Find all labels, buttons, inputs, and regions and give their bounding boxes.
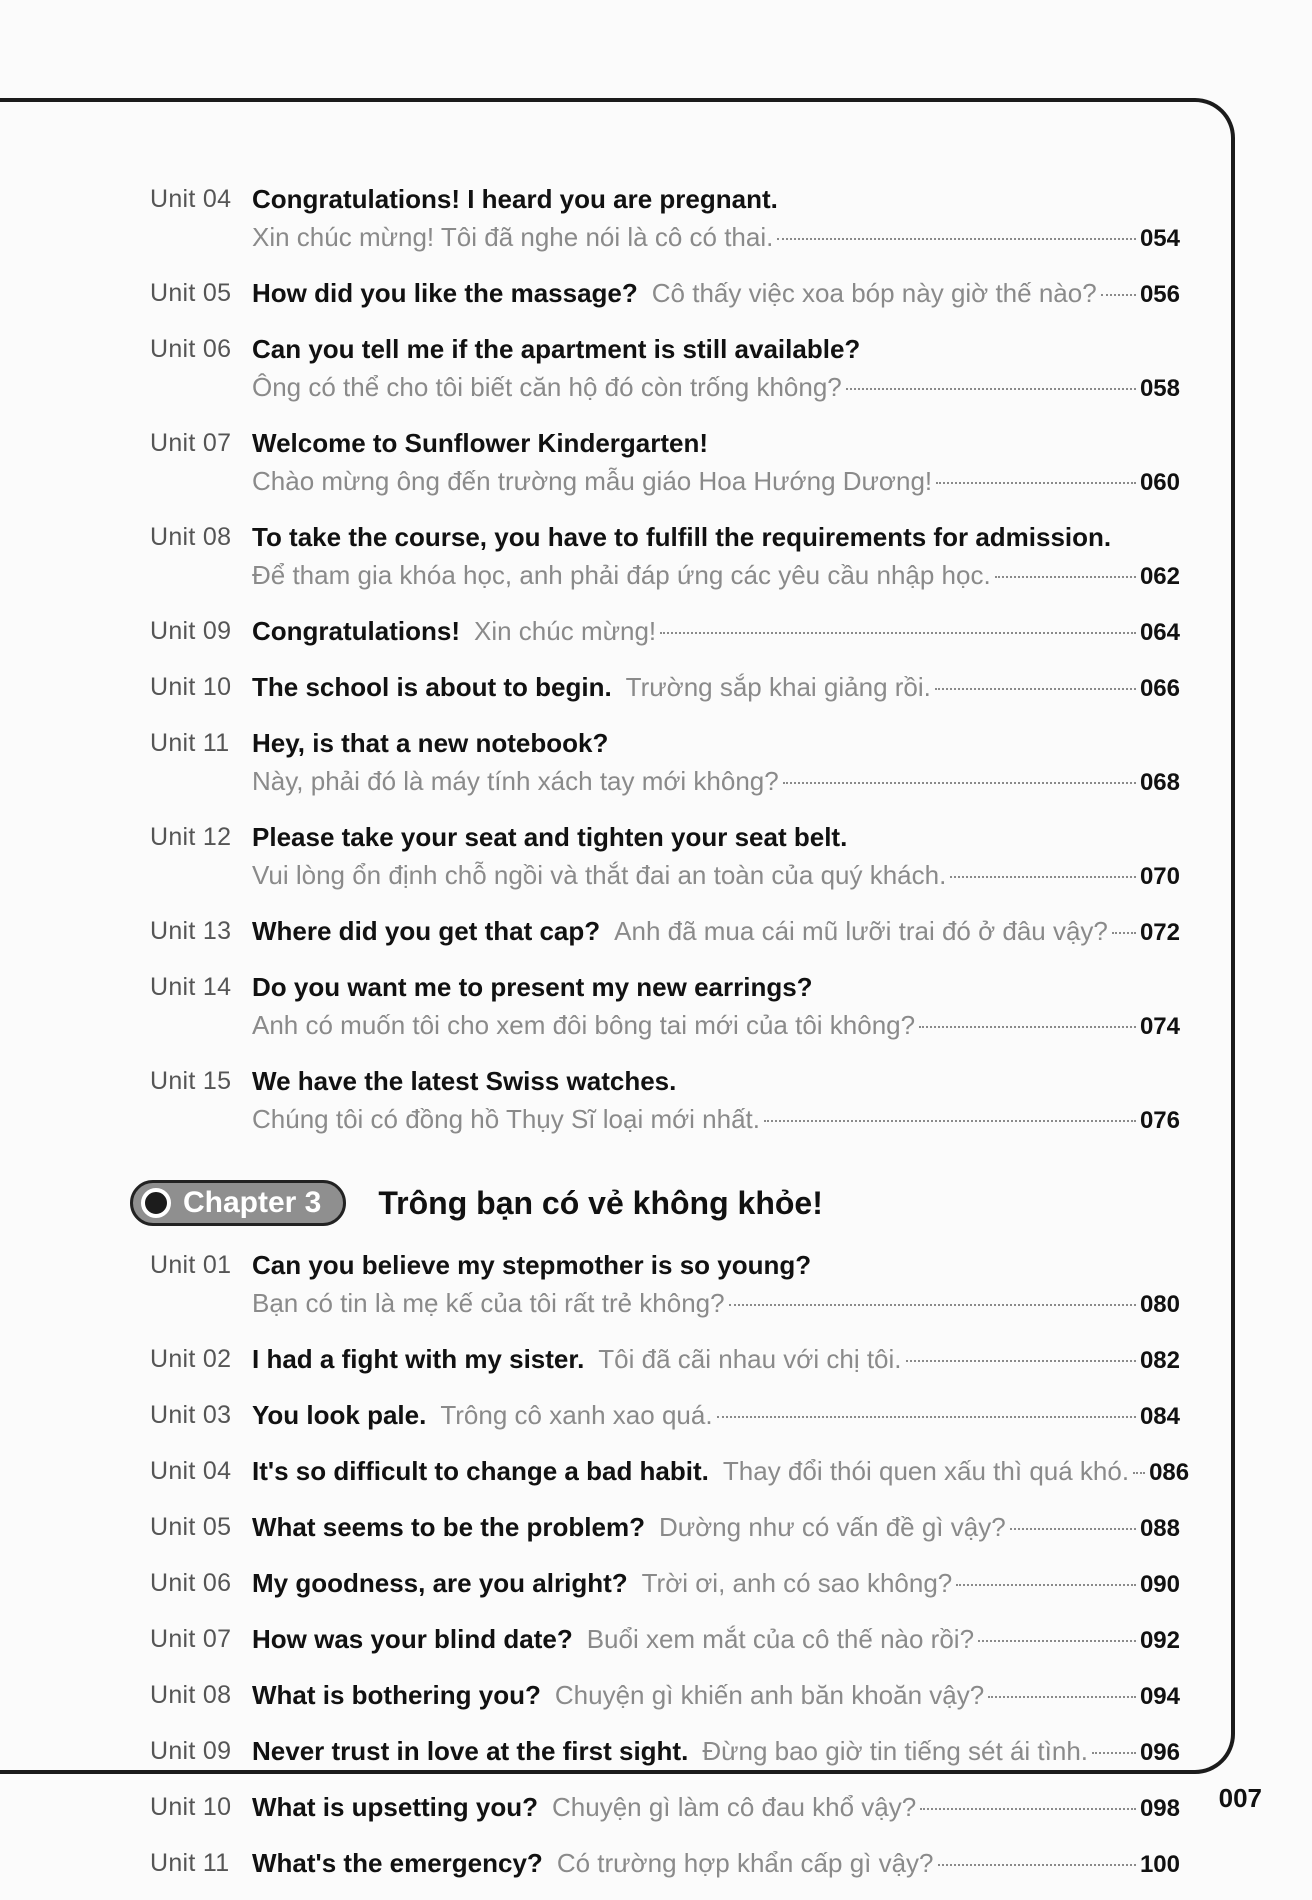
page-ref: 062 bbox=[1139, 563, 1180, 590]
leader-dots bbox=[906, 1360, 1136, 1362]
page-ref: 074 bbox=[1139, 1013, 1180, 1040]
vietnamese-title: Ông có thể cho tôi biết căn hộ đó còn trống không? bbox=[252, 372, 842, 402]
english-title: What is upsetting you? bbox=[252, 1792, 538, 1822]
vietnamese-title: Để tham gia khóa học, anh phải đáp ứng các yêu cầu nhập học. bbox=[252, 560, 991, 590]
vietnamese-title: Vui lòng ổn định chỗ ngồi và thắt đai an toàn của quý khách. bbox=[252, 860, 947, 890]
page-ref: 100 bbox=[1139, 1851, 1180, 1878]
vietnamese-title: Tôi đã cãi nhau với chị tôi. bbox=[598, 1344, 902, 1374]
leader-dots bbox=[1092, 1752, 1136, 1754]
chapter-title: Trông bạn có vẻ không khỏe! bbox=[378, 1184, 823, 1221]
page-ref: 098 bbox=[1139, 1795, 1180, 1822]
leader-dots bbox=[1112, 932, 1136, 934]
leader-dots bbox=[938, 1864, 1136, 1866]
vietnamese-title: Anh đã mua cái mũ lưỡi trai đó ở đâu vậy? bbox=[614, 916, 1108, 946]
unit-number: Unit 13 bbox=[150, 917, 232, 945]
toc-entry[interactable] bbox=[150, 330, 1180, 408]
page-ref: 092 bbox=[1139, 1627, 1180, 1654]
unit-number: Unit 11 bbox=[150, 729, 230, 757]
unit-number: Unit 14 bbox=[150, 973, 232, 1001]
leader-dots bbox=[717, 1416, 1136, 1418]
unit-number: Unit 12 bbox=[150, 823, 232, 851]
chapter-label: Chapter 3 bbox=[183, 1186, 322, 1219]
toc-entry[interactable] bbox=[150, 1788, 1180, 1828]
chapter-heading bbox=[130, 1180, 1180, 1226]
toc-entry[interactable] bbox=[150, 1508, 1180, 1548]
vietnamese-title: Bạn có tin là mẹ kế của tôi rất trẻ không? bbox=[252, 1288, 725, 1318]
vietnamese-title: Trường sắp khai giảng rồi. bbox=[625, 672, 931, 702]
chapter-bullet-icon bbox=[141, 1188, 171, 1218]
vietnamese-title: Trông cô xanh xao quá. bbox=[440, 1400, 713, 1430]
unit-number: Unit 10 bbox=[150, 1793, 232, 1821]
page-ref: 090 bbox=[1139, 1571, 1180, 1598]
leader-dots bbox=[846, 388, 1136, 390]
page-ref: 058 bbox=[1139, 375, 1180, 402]
leader-dots bbox=[988, 1696, 1136, 1698]
vietnamese-title: Chuyện gì khiến anh băn khoăn vậy? bbox=[554, 1680, 985, 1710]
toc-entry[interactable] bbox=[150, 1676, 1180, 1716]
english-title: Never trust in love at the first sight. bbox=[252, 1736, 689, 1766]
english-title: Please take your seat and tighten your seat belt. bbox=[252, 822, 848, 852]
page-ref: 054 bbox=[1139, 225, 1180, 252]
leader-dots bbox=[729, 1304, 1136, 1306]
unit-number: Unit 08 bbox=[150, 523, 232, 551]
page-ref: 094 bbox=[1139, 1683, 1180, 1710]
vietnamese-title: Trời ơi, anh có sao không? bbox=[641, 1568, 953, 1598]
page-ref: 088 bbox=[1139, 1515, 1180, 1542]
english-title: You look pale. bbox=[252, 1400, 427, 1430]
unit-number: Unit 09 bbox=[150, 1737, 232, 1765]
page-ref: 076 bbox=[1139, 1107, 1180, 1134]
toc-entry[interactable] bbox=[150, 724, 1180, 802]
unit-number: Unit 05 bbox=[150, 279, 232, 307]
unit-number: Unit 06 bbox=[150, 1569, 232, 1597]
page-ref: 060 bbox=[1139, 469, 1180, 496]
english-title: Do you want me to present my new earrings? bbox=[252, 972, 813, 1002]
page-ref: 068 bbox=[1139, 769, 1180, 796]
leader-dots bbox=[950, 876, 1136, 878]
page-ref: 072 bbox=[1139, 919, 1180, 946]
english-title: We have the latest Swiss watches. bbox=[252, 1066, 677, 1096]
leader-dots bbox=[995, 576, 1136, 578]
toc-entry[interactable] bbox=[150, 518, 1180, 596]
vietnamese-title: Chào mừng ông đến trường mẫu giáo Hoa Hướng Dương! bbox=[252, 466, 933, 496]
unit-number: Unit 08 bbox=[150, 1681, 232, 1709]
unit-number: Unit 11 bbox=[150, 1849, 230, 1877]
leader-dots bbox=[1101, 294, 1136, 296]
leader-dots bbox=[783, 782, 1136, 784]
leader-dots bbox=[956, 1584, 1136, 1586]
vietnamese-title: Cô thấy việc xoa bóp này giờ thế nào? bbox=[651, 278, 1097, 308]
vietnamese-title: Có trường hợp khẩn cấp gì vậy? bbox=[556, 1848, 934, 1878]
english-title: How was your blind date? bbox=[252, 1624, 573, 1654]
unit-number: Unit 02 bbox=[150, 1345, 232, 1373]
leader-dots bbox=[1133, 1472, 1145, 1474]
vietnamese-title: Chúng tôi có đồng hồ Thụy Sĩ loại mới nhất. bbox=[252, 1104, 760, 1134]
english-title: What's the emergency? bbox=[252, 1848, 543, 1878]
vietnamese-title: Dường như có vấn đề gì vậy? bbox=[658, 1512, 1006, 1542]
unit-list-chapter-3 bbox=[150, 1246, 1190, 1884]
english-title: It's so difficult to change a bad habit. bbox=[252, 1456, 709, 1486]
english-title: What is bothering you? bbox=[252, 1680, 541, 1710]
page-ref: 084 bbox=[1139, 1403, 1180, 1430]
english-title: To take the course, you have to fulfill the requirements for admission. bbox=[252, 522, 1112, 552]
toc-entry[interactable] bbox=[150, 1564, 1180, 1604]
page-ref: 056 bbox=[1139, 281, 1180, 308]
vietnamese-title: Này, phải đó là máy tính xách tay mới không? bbox=[252, 766, 779, 796]
toc-entry[interactable] bbox=[150, 1732, 1180, 1772]
toc-entry[interactable] bbox=[150, 818, 1180, 896]
unit-number: Unit 07 bbox=[150, 1625, 232, 1653]
toc-entry[interactable] bbox=[150, 424, 1180, 502]
unit-number: Unit 07 bbox=[150, 429, 232, 457]
english-title: Congratulations! bbox=[252, 616, 460, 646]
unit-list-chapter-2 bbox=[150, 180, 1180, 1140]
leader-dots bbox=[777, 238, 1136, 240]
unit-number: Unit 03 bbox=[150, 1401, 232, 1429]
unit-number: Unit 05 bbox=[150, 1513, 232, 1541]
page-ref: 086 bbox=[1149, 1459, 1190, 1486]
english-title: Congratulations! I heard you are pregnant. bbox=[252, 184, 778, 214]
leader-dots bbox=[935, 688, 1136, 690]
english-title: The school is about to begin. bbox=[252, 672, 612, 702]
chapter-badge bbox=[130, 1180, 346, 1226]
toc-entry[interactable] bbox=[150, 1062, 1180, 1140]
english-title: Welcome to Sunflower Kindergarten! bbox=[252, 428, 709, 458]
unit-number: Unit 10 bbox=[150, 673, 232, 701]
toc-entry[interactable] bbox=[150, 1452, 1190, 1492]
page-ref: 070 bbox=[1139, 863, 1180, 890]
vietnamese-title: Buổi xem mắt của cô thế nào rồi? bbox=[586, 1624, 975, 1654]
unit-number: Unit 06 bbox=[150, 335, 232, 363]
table-of-contents bbox=[150, 180, 1190, 1900]
toc-entry[interactable] bbox=[150, 1620, 1180, 1660]
english-title: My goodness, are you alright? bbox=[252, 1568, 628, 1598]
page-ref: 082 bbox=[1139, 1347, 1180, 1374]
toc-entry[interactable] bbox=[150, 1844, 1180, 1884]
leader-dots bbox=[920, 1808, 1136, 1810]
toc-entry[interactable] bbox=[150, 1396, 1180, 1436]
toc-entry[interactable] bbox=[150, 1340, 1180, 1380]
vietnamese-title: Anh có muốn tôi cho xem đôi bông tai mới của tôi không? bbox=[252, 1010, 916, 1040]
toc-entry[interactable] bbox=[150, 612, 1180, 652]
unit-number: Unit 15 bbox=[150, 1067, 232, 1095]
leader-dots bbox=[919, 1026, 1136, 1028]
page-ref: 066 bbox=[1139, 675, 1180, 702]
vietnamese-title: Chuyện gì làm cô đau khổ vậy? bbox=[552, 1792, 917, 1822]
toc-entry[interactable] bbox=[150, 968, 1180, 1046]
leader-dots bbox=[978, 1640, 1136, 1642]
unit-number: Unit 01 bbox=[150, 1251, 232, 1279]
english-title: Can you tell me if the apartment is still available? bbox=[252, 334, 861, 364]
unit-number: Unit 04 bbox=[150, 185, 232, 213]
english-title: Hey, is that a new notebook? bbox=[252, 728, 609, 758]
toc-entry[interactable] bbox=[150, 180, 1180, 258]
vietnamese-title: Thay đổi thói quen xấu thì quá khó. bbox=[722, 1456, 1130, 1486]
leader-dots bbox=[660, 632, 1136, 634]
toc-entry[interactable] bbox=[150, 1246, 1180, 1324]
toc-entry[interactable] bbox=[150, 274, 1180, 314]
vietnamese-title: Xin chúc mừng! Tôi đã nghe nói là cô có thai. bbox=[252, 222, 774, 252]
vietnamese-title: Đừng bao giờ tin tiếng sét ái tình. bbox=[702, 1736, 1088, 1766]
page-number: 007 bbox=[1218, 1783, 1262, 1813]
toc-entry[interactable] bbox=[150, 912, 1180, 952]
leader-dots bbox=[1010, 1528, 1136, 1530]
toc-entry[interactable] bbox=[150, 668, 1180, 708]
english-title: Where did you get that cap? bbox=[252, 916, 601, 946]
english-title: How did you like the massage? bbox=[252, 278, 638, 308]
english-title: What seems to be the problem? bbox=[252, 1512, 645, 1542]
unit-number: Unit 09 bbox=[150, 617, 232, 645]
leader-dots bbox=[764, 1120, 1136, 1122]
vietnamese-title: Xin chúc mừng! bbox=[474, 616, 657, 646]
page-ref: 080 bbox=[1139, 1291, 1180, 1318]
leader-dots bbox=[936, 482, 1136, 484]
unit-number: Unit 04 bbox=[150, 1457, 232, 1485]
english-title: I had a fight with my sister. bbox=[252, 1344, 585, 1374]
page-ref: 096 bbox=[1139, 1739, 1180, 1766]
english-title: Can you believe my stepmother is so young? bbox=[252, 1250, 812, 1280]
page-ref: 064 bbox=[1139, 619, 1180, 646]
